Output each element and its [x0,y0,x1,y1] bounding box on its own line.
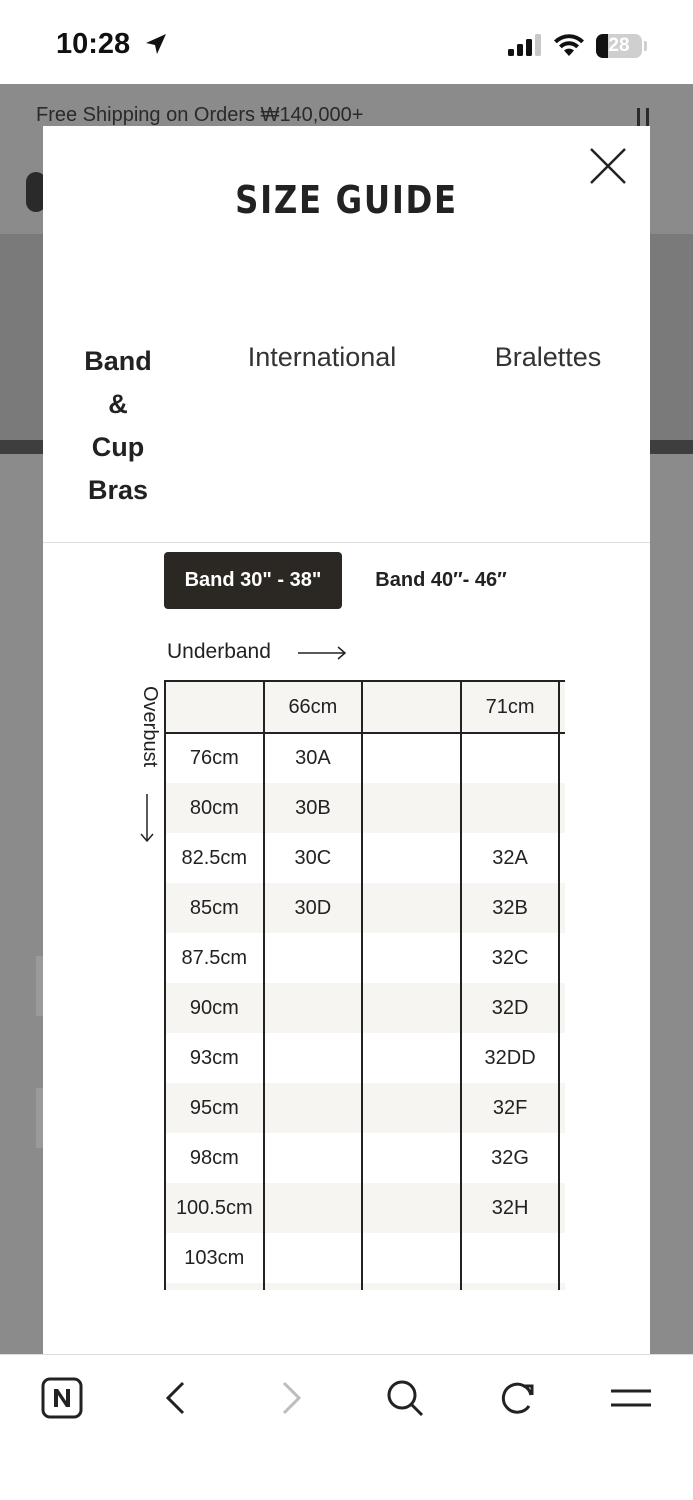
tab-label-line: Band [84,346,152,376]
size-cell [559,1183,565,1233]
underband-label: Underband [167,640,271,663]
search-icon[interactable] [385,1378,425,1418]
size-cell [362,1083,461,1133]
size-cell [264,1183,363,1233]
size-cell: 32F [461,1083,560,1133]
size-cell [362,783,461,833]
size-cell: 30A [264,733,363,783]
overbust-cell [165,1283,264,1290]
size-cell [362,833,461,883]
overbust-cell: 95cm [165,1083,264,1133]
status-time: 10:28 [56,28,131,60]
size-cell [559,733,565,783]
tabs-divider [43,542,650,543]
size-cell [264,1033,363,1083]
size-table [164,680,565,1290]
table-header-cell: 66cm [264,681,363,733]
size-cell: 32D [461,983,560,1033]
overbust-cell: 80cm [165,783,264,833]
size-guide-modal [43,126,650,1354]
table-header-cell [559,681,565,733]
status-bar [0,0,693,84]
size-cell [264,1283,363,1290]
table-row [165,883,565,933]
size-cell [264,1133,363,1183]
size-cell [362,1133,461,1183]
table-row [165,1133,565,1183]
size-cell: 30D [264,883,363,933]
band-40-46-button[interactable]: Band 40″- 46″ [375,569,507,591]
menu-icon[interactable] [611,1385,651,1411]
size-cell [362,933,461,983]
overbust-cell: 85cm [165,883,264,933]
wifi-icon [553,32,585,58]
tab-bralettes[interactable]: Bralettes [494,342,602,372]
size-cell [559,983,565,1033]
location-arrow-icon [144,32,168,56]
tab-label-line: Bras [87,475,149,505]
table-row [165,1033,565,1083]
size-cell [362,1183,461,1233]
size-cell [559,783,565,833]
size-cell: 30C [264,833,363,883]
promo-banner-text: Free Shipping on Orders ₩140,000+ [36,104,364,126]
table-row [165,733,565,783]
size-cell [362,733,461,783]
size-cell [264,933,363,983]
size-cell [559,1283,565,1290]
table-header-cell: 71cm [461,681,560,733]
size-cell [559,1233,565,1283]
size-cell [362,1283,461,1290]
table-row [165,1183,565,1233]
size-cell [461,733,560,783]
size-cell: 32DD [461,1033,560,1083]
table-row [165,983,565,1033]
table-row [165,833,565,883]
battery-cap [644,41,647,51]
size-cell [362,983,461,1033]
size-cell [264,983,363,1033]
overbust-cell: 76cm [165,733,264,783]
size-table-scroll[interactable] [164,680,565,1290]
arrow-down-icon [139,794,155,844]
size-cell: 32A [461,833,560,883]
size-cell [362,1233,461,1283]
size-cell [559,1033,565,1083]
tab-label-line: & [108,389,128,419]
size-cell: 32G [461,1133,560,1183]
naver-logo-icon[interactable] [41,1377,83,1419]
size-cell [362,1033,461,1083]
table-row [165,933,565,983]
size-cell [559,1083,565,1133]
table-row [165,783,565,833]
size-cell [559,883,565,933]
size-cell [559,933,565,983]
table-row [165,1233,565,1283]
pause-icon [637,108,649,126]
table-header-cell [362,681,461,733]
overbust-label: Overbust [139,686,161,768]
table-row [165,1083,565,1133]
battery-level: 28 [608,35,630,56]
size-cell [559,1133,565,1183]
size-cell [264,1083,363,1133]
band-30-38-button[interactable]: Band 30" - 38" [164,552,342,609]
overbust-cell: 98cm [165,1133,264,1183]
size-cell: 32C [461,933,560,983]
size-cell [264,1233,363,1283]
table-row [165,1283,565,1290]
size-cell [362,883,461,933]
chevron-right-icon[interactable] [278,1380,304,1416]
reload-icon[interactable] [498,1378,538,1418]
tab-international[interactable]: International [247,342,397,372]
overbust-cell: 82.5cm [165,833,264,883]
table-header-cell [165,681,264,733]
cellular-signal-icon [508,34,542,56]
size-cell: 32B [461,883,560,933]
size-cell [461,783,560,833]
arrow-right-icon [298,645,348,661]
overbust-cell: 100.5cm [165,1183,264,1233]
table-header-row [165,681,565,733]
tab-label-line: Cup [91,432,145,462]
battery-icon [596,34,642,58]
size-cell: 30B [264,783,363,833]
overbust-cell: 90cm [165,983,264,1033]
chevron-left-icon[interactable] [163,1380,189,1416]
size-cell [461,1233,560,1283]
overbust-cell: 93cm [165,1033,264,1083]
overbust-cell: 87.5cm [165,933,264,983]
modal-title: SIZE GUIDE [235,178,458,222]
overbust-cell: 103cm [165,1233,264,1283]
browser-toolbar [0,1354,693,1500]
tab-band-cup-bras[interactable] [73,340,163,512]
size-cell [559,833,565,883]
size-cell: 32H [461,1183,560,1233]
size-cell [461,1283,560,1290]
